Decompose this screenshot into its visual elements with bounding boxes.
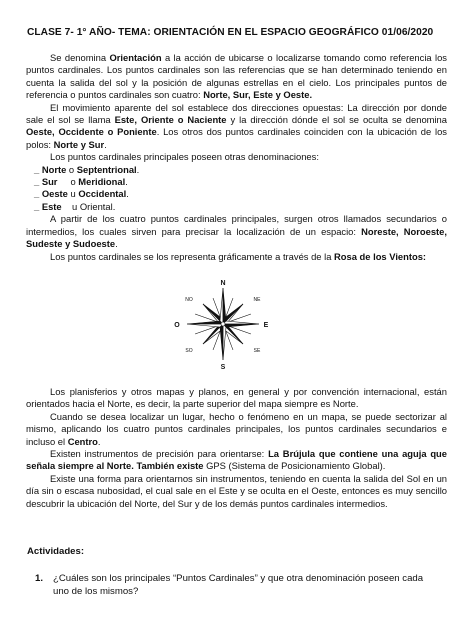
paragraph-maps: Los planisferios y otros mapas y planos, en general y por convención internacional, están orientados hacia el Norte, es decir, la parte superior del mapa siempre es Norte. — [26, 386, 447, 410]
compass-rose — [167, 278, 279, 370]
paragraph-secondary-points: A partir de los cuatro puntos cardinales principales, surgen otros llamados secundarios o intermedios, los cuales sirven para precisar la localización de un espacio: Noreste, Noroeste, Sudeste y Sudoeste. — [26, 213, 447, 250]
question-text-cont: uno de los mismos? — [53, 586, 139, 597]
paragraph-instruments: Existen instrumentos de precisión para orientarse: La Brújula que contiene una aguja que señala siempre al Norte. También existe GPS (Sistema de Posicionamiento Global). — [26, 448, 448, 472]
list-item: _ Oeste u Occidental. — [34, 188, 129, 200]
paragraph-wind-rose: Los puntos cardinales se los representa gráficamente a través de la Rosa de los Vientos: — [50, 250, 427, 262]
compass-label-s: S — [220, 364, 226, 370]
intro-section — [26, 52, 447, 263]
denominations-list — [26, 164, 447, 214]
compass-label-n: N — [220, 280, 226, 287]
paragraph-sun-movement: El movimiento aparente del sol establece dos direcciones opuestas: La dirección por donde sale el sol se llama Este, Oriente o Naciente y la dirección dónde el sol se oculta se denomina Oeste, Occidente o Poniente. Los otros dos puntos cardinales coinciden con la ubicación de los polos: Norte y Sur. — [26, 101, 447, 150]
paragraph-sectorize: Cuando se desea localizar un lugar, hecho o fenómeno en un mapa, se puede sectorizar al mismo, aplicando los cuatro puntos cardinales principales, los puntos cardinales secundarios e incluso el Centro. — [26, 410, 447, 447]
question-text: ¿Cuáles son los principales “Puntos Cardinales” y que otra denominación poseen cada — [53, 573, 424, 584]
compass-label-se: SE — [253, 348, 261, 354]
paragraph-sun-orientation: Existe una forma para orientarnos sin instrumentos, teniendo en cuenta la salida del Sol en un día sin o escasa nubosidad, el cual sale en el Este y se oculta en el Oeste, entonces es muy sencillo descubrir la ubicación del Norte, del Sur y de los demás puntos cardinales intermedios. — [26, 472, 447, 509]
compass-rose-icon — [167, 278, 279, 370]
question-number: 1. — [35, 573, 44, 584]
compass-label-so: SO — [185, 348, 193, 354]
maps-section — [26, 386, 447, 510]
page-title: CLASE 7- 1° AÑO- TEMA: ORIENTACIÓN EN EL ESPACIO GEOGRÁFICO 01/06/2020 — [27, 27, 434, 38]
compass-label-ne: NE — [253, 297, 261, 303]
paragraph-orientation: Se denomina Orientación a la acción de ubicarse o localizarse tomando como referencia los puntos cardinales. Los puntos cardinales son las referencias que se han determinado teniendo en cuenta la salida del sol y la posición de algunas estrellas en el cielo. Los principales puntos de referencia o puntos cardinales son cuatro: Norte, Sur, Este y Oeste. — [26, 52, 447, 101]
activity-question-1 — [35, 572, 447, 598]
compass-label-o: O — [174, 322, 180, 329]
compass-label-no: NO — [185, 297, 193, 303]
list-item: _ Este u Oriental. — [34, 200, 116, 212]
list-item: _ Sur o Meridional. — [34, 176, 128, 188]
list-item: _ Norte o Septentrional. — [34, 163, 140, 175]
compass-label-e: E — [263, 322, 269, 329]
activities-title: Actividades: — [27, 546, 85, 557]
paragraph-denominations: Los puntos cardinales principales poseen otras denominaciones: — [50, 151, 319, 163]
